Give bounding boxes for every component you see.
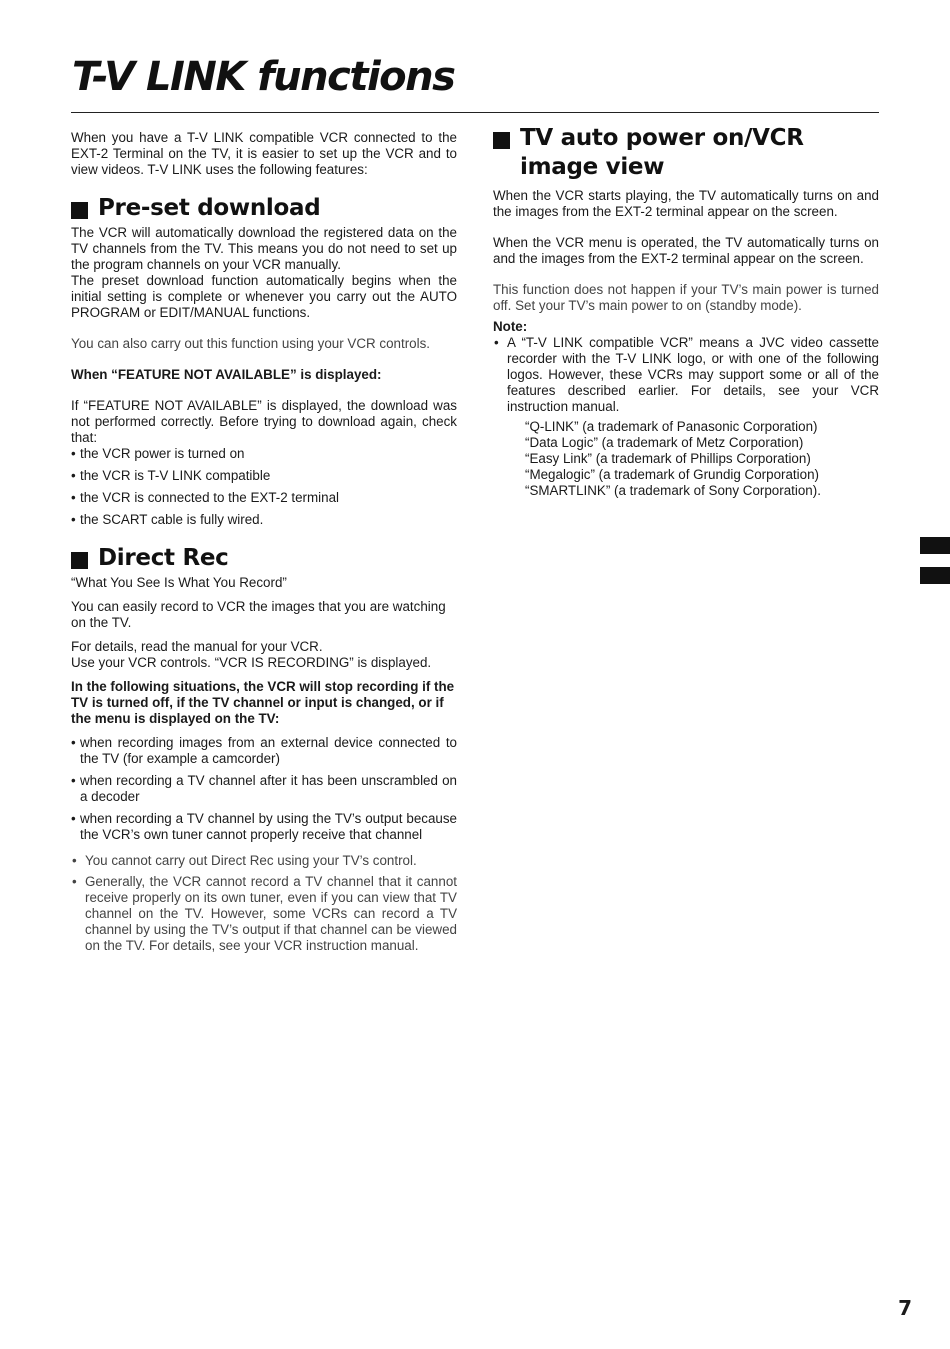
auto-power-heading-line-2: image view <box>520 154 665 180</box>
auto-power-heading <box>493 124 879 182</box>
preset-paragraph-2: The preset download function automatically begins when the initial setting is complete or whenever you carry out the AUTO PROGRAM or EDIT/MANUAL functions. <box>71 273 457 320</box>
check-list <box>71 446 457 528</box>
situation-list <box>71 735 457 843</box>
list-item: • Generally, the VCR cannot record a TV channel that it cannot receive properly on its own tuner, even if you can view that TV channel on the TV. However, some VCRs can record a TV channel by using the TV’s output if that channel can be viewed on the TV. For details, see your VCR instruction manual. <box>71 874 457 954</box>
auto-paragraph-2: When the VCR menu is operated, the TV automatically turns on and the images from the EXT-2 terminal appear on the screen. <box>493 235 879 266</box>
left-column <box>71 130 457 954</box>
logo-item: “Q-LINK” (a trademark of Panasonic Corporation) <box>525 419 818 434</box>
logo-item: “SMARTLINK” (a trademark of Sony Corporation). <box>525 483 821 498</box>
note-list <box>493 335 879 415</box>
title-rule <box>71 112 879 113</box>
intro-paragraph: When you have a T-V LINK compatible VCR connected to the EXT-2 Terminal on the TV, it is easier to set up the VCR and to view videos. T-V LINK uses the following features: <box>71 130 457 177</box>
auto-paragraph-3: This function does not happen if your TV’s main power is turned off. Set your TV’s main power to on (standby mode). <box>493 282 879 313</box>
preset-paragraph-1: The VCR will automatically download the registered data on the TV channels from the TV. This means you do not need to set up the program channels on your VCR manually. <box>71 225 457 272</box>
direct-rec-paragraph-2b: Use your VCR controls. “VCR IS RECORDING” is displayed. <box>71 655 432 670</box>
right-column <box>493 124 879 499</box>
direct-rec-notes <box>71 853 457 954</box>
direct-rec-heading-text: Direct Rec <box>98 545 229 571</box>
list-item: • when recording images from an external device connected to the TV (for example a camcorder) <box>71 735 457 767</box>
list-item: • when recording a TV channel after it has been unscrambled on a decoder <box>71 773 457 805</box>
square-bullet-icon <box>71 552 88 569</box>
direct-rec-heading <box>71 544 457 573</box>
preset-download-heading <box>71 194 457 223</box>
auto-power-heading-line-1: TV auto power on/VCR <box>520 125 804 151</box>
list-item: • A “T-V LINK compatible VCR” means a JVC video cassette recorder with the T-V LINK logo, or with one of the following logos. However, these VCRs may support some or all of the features described earlier. For details, see your VCR instruction manual. <box>493 335 879 415</box>
list-item: • the VCR is connected to the EXT-2 terminal <box>71 490 457 506</box>
preset-paragraph-4: If “FEATURE NOT AVAILABLE” is displayed, the download was not performed correctly. Before trying to download again, check that: <box>71 398 457 445</box>
square-bullet-icon <box>71 202 88 219</box>
logo-item: “Data Logic” (a trademark of Metz Corporation) <box>525 435 804 450</box>
auto-paragraph-1: When the VCR starts playing, the TV automatically turns on and the images from the EXT-2 terminal appear on the screen. <box>493 188 879 219</box>
page-number: 7 <box>898 1296 912 1320</box>
preset-download-heading-text: Pre-set download <box>98 195 321 221</box>
list-item: • the SCART cable is fully wired. <box>71 512 457 528</box>
direct-rec-tagline: “What You See Is What You Record” <box>71 575 287 590</box>
logo-item: “Megalogic” (a trademark of Grundig Corporation) <box>525 467 819 482</box>
note-label: Note: <box>493 319 528 334</box>
direct-rec-paragraph-1: You can easily record to VCR the images that you are watching on the TV. <box>71 599 446 630</box>
preset-paragraph-3: You can also carry out this function using your VCR controls. <box>71 336 431 351</box>
logo-item: “Easy Link” (a trademark of Phillips Corporation) <box>525 451 811 466</box>
edge-tab-marker <box>920 567 950 584</box>
list-item: • when recording a TV channel by using the TV’s output because the VCR’s own tuner cannot properly receive that channel <box>71 811 457 843</box>
list-item: • the VCR is T-V LINK compatible <box>71 468 457 484</box>
page-title: T-V LINK functions <box>72 54 455 100</box>
list-item: • You cannot carry out Direct Rec using your TV’s control. <box>71 853 457 869</box>
list-item: • the VCR power is turned on <box>71 446 457 462</box>
direct-rec-paragraph-2a: For details, read the manual for your VCR. <box>71 639 323 654</box>
logo-list <box>525 419 879 499</box>
edge-tab-marker <box>920 537 950 554</box>
feature-not-available-subheading: When “FEATURE NOT AVAILABLE” is displayed: <box>71 367 382 382</box>
direct-rec-bold-paragraph: In the following situations, the VCR will stop recording if the TV is turned off, if the TV channel or input is changed, or if the menu is displayed on the TV: <box>71 679 455 726</box>
square-bullet-icon <box>493 132 510 149</box>
